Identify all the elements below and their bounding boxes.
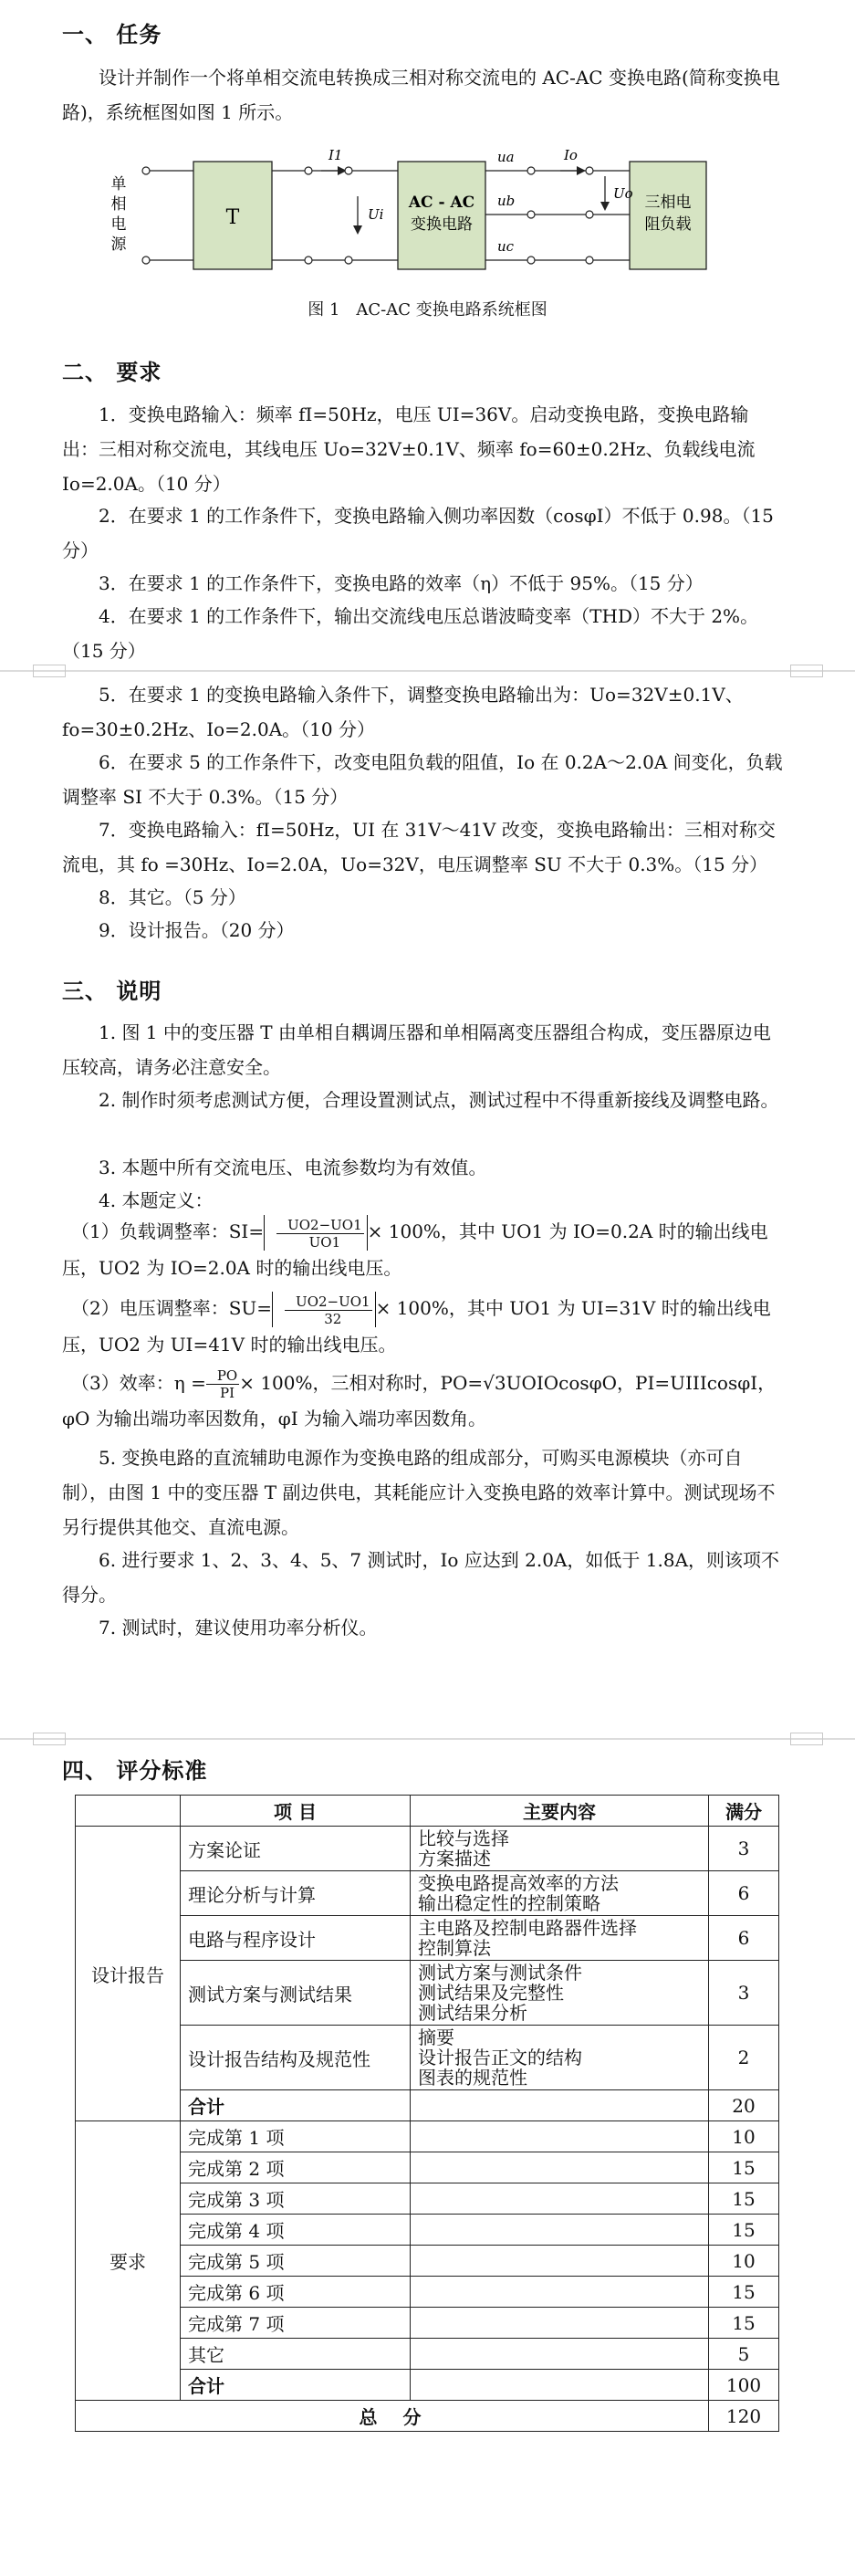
- requirement-item-6: 6．在要求 5 的工作条件下，改变电阻负载的阻值，Io 在 0.2A～2.0A 间变化，负载调整率 SI 不大于 0.3%。（15 分）: [62, 751, 783, 808]
- def3-denominator: PI: [220, 1385, 235, 1401]
- io-label: Io: [564, 147, 578, 163]
- row-item: 其它: [181, 2339, 411, 2370]
- page-corner-mark: [790, 665, 823, 677]
- definition-load-regulation: [62, 1214, 783, 1285]
- source-label-2: 相: [110, 195, 127, 214]
- row-score: 15: [709, 2152, 779, 2183]
- grand-total-score: 120: [709, 2401, 779, 2432]
- row-score: 15: [709, 2215, 779, 2246]
- ub-label: ub: [497, 193, 516, 209]
- load-label-2: 阻负载: [644, 215, 692, 234]
- table-row: [76, 2339, 779, 2370]
- def1-abs: [264, 1215, 368, 1251]
- def3-fraction: [206, 1367, 239, 1401]
- row-content: 测试方案与测试条件 测试结果及完整性 测试结果分析: [411, 1961, 709, 2026]
- report-total-empty: [411, 2090, 709, 2121]
- row-content: 摘要 设计报告正文的结构 图表的规范性: [411, 2026, 709, 2090]
- def2-fraction: [285, 1293, 372, 1327]
- page-corner-mark: [790, 1733, 823, 1745]
- req-total-score: 100: [709, 2370, 779, 2401]
- source-label-3: 电: [110, 215, 127, 234]
- section-title-notes: 三、 说明: [62, 978, 162, 1004]
- row-score: 15: [709, 2277, 779, 2308]
- row-score: 3: [709, 1961, 779, 2026]
- row-content: [411, 2277, 709, 2308]
- row-content: [411, 2152, 709, 2183]
- row-score: 2: [709, 2026, 779, 2090]
- def2-numerator: UO2−UO1: [285, 1293, 372, 1311]
- grading-table: [75, 1795, 779, 2432]
- section-title-requirements: 二、 要求: [62, 359, 162, 385]
- table-row: [76, 1871, 779, 1916]
- def2-abs: [272, 1292, 376, 1327]
- source-label-4: 源: [110, 236, 127, 254]
- table-row: [76, 2026, 779, 2090]
- row-content: [411, 2183, 709, 2215]
- requirement-item-2: 2．在要求 1 的工作条件下，变换电路输入侧功率因数（cosφI）不低于 0.98。（15 分）: [62, 505, 774, 561]
- page-break: [0, 1738, 855, 1740]
- header-content: 主要内容: [411, 1796, 709, 1827]
- note-item-3: 3. 本题中所有交流电压、电流参数均为有效值。: [99, 1157, 487, 1178]
- requirement-item-5: 5．在要求 1 的变换电路输入条件下，调整变换电路输出为：Uo=32V±0.1V、fo=30±0.2Hz、Io=2.0A。（10 分）: [62, 684, 744, 740]
- row-score: 6: [709, 1871, 779, 1916]
- row-item: 完成第 2 项: [181, 2152, 411, 2183]
- row-content: 主电路及控制电路器件选择 控制算法: [411, 1916, 709, 1961]
- req-total-empty: [411, 2370, 709, 2401]
- converter-label-1: AC - AC: [408, 194, 475, 212]
- row-content: [411, 2121, 709, 2152]
- table-row: [76, 2090, 779, 2121]
- row-item: 理论分析与计算: [181, 1871, 411, 1916]
- row-item: 电路与程序设计: [181, 1916, 411, 1961]
- definition-voltage-regulation: [62, 1291, 783, 1362]
- note-item-1: 1. 图 1 中的变压器 T 由单相自耦调压器和单相隔离变压器组合构成，变压器原边电压较高，请务必注意安全。: [62, 1021, 771, 1078]
- i1-label: I1: [328, 147, 343, 163]
- header-item: 项 目: [181, 1796, 411, 1827]
- row-content: [411, 2308, 709, 2339]
- system-block-diagram: [0, 132, 855, 297]
- req-total-label: 合计: [181, 2370, 411, 2401]
- def2-denominator: 32: [324, 1311, 342, 1327]
- figure-caption: 图 1 AC-AC 变换电路系统框图: [308, 300, 547, 319]
- page-corner-mark: [33, 665, 66, 677]
- requirement-item-8: 8．其它。（5 分）: [99, 886, 246, 908]
- source-label-1: 单: [110, 175, 127, 194]
- row-score: 6: [709, 1916, 779, 1961]
- page-break: [0, 670, 855, 672]
- row-content: [411, 2246, 709, 2277]
- group-requirements: 要求: [76, 2121, 181, 2401]
- row-score: 3: [709, 1827, 779, 1871]
- ua-label: ua: [497, 149, 515, 165]
- note-item-4: 4. 本题定义：: [99, 1189, 214, 1211]
- row-score: 10: [709, 2121, 779, 2152]
- load-label-1: 三相电: [644, 194, 692, 212]
- def1-prefix: （1）负载调整率：SI=: [71, 1220, 265, 1242]
- def1-numerator: UO2−UO1: [276, 1217, 364, 1234]
- requirement-item-9: 9．设计报告。（20 分）: [99, 919, 295, 941]
- report-total-score: 20: [709, 2090, 779, 2121]
- requirement-item-1: 1．变换电路输入：频率 fI=50Hz，电压 UI=36V。启动变换电路，变换电路输出：三相对称交流电，其线电压 Uo=32V±0.1V、频率 fo=60±0.2Hz、负载线电流 Io=2.0A。（10 分）: [62, 403, 756, 495]
- task-body: 设计并制作一个将单相交流电转换成三相对称交流电的 AC-AC 变换电路(简称变换电路)，系统框图如图 1 所示。: [62, 67, 780, 123]
- row-content: 变换电路提高效率的方法 输出稳定性的控制策略: [411, 1871, 709, 1916]
- table-row: [76, 2183, 779, 2215]
- requirement-item-4: 4．在要求 1 的工作条件下，输出交流线电压总谐波畸变率（THD）不大于 2%。（15 分）: [62, 605, 759, 662]
- note-item-2: 2. 制作时须考虑测试方便，合理设置测试点，测试过程中不得重新接线及调整电路。: [99, 1089, 779, 1111]
- table-row: [76, 1916, 779, 1961]
- table-row: [76, 2246, 779, 2277]
- row-content: [411, 2339, 709, 2370]
- row-item: 测试方案与测试结果: [181, 1961, 411, 2026]
- grand-total-row: [76, 2401, 779, 2432]
- note-item-6: 6. 进行要求 1、2、3、4、5、7 测试时，Io 应达到 2.0A，如低于 1.8A，则该项不得分。: [62, 1549, 780, 1606]
- row-item: 完成第 1 项: [181, 2121, 411, 2152]
- uo-label: Uo: [613, 185, 633, 202]
- note-item-7: 7. 测试时，建议使用功率分析仪。: [99, 1617, 378, 1639]
- def3-suffix: × 100%，三相对称时，PO=√3UOIOcosφO，PI=UIIIcosφI，φO 为输出端功率因数角，φI 为输入端功率因数角。: [62, 1372, 777, 1429]
- row-item: 设计报告结构及规范性: [181, 2026, 411, 2090]
- def2-prefix: （2）电压调整率：SU=: [71, 1297, 273, 1319]
- row-content: [411, 2215, 709, 2246]
- table-row: [76, 1961, 779, 2026]
- table-row: [76, 2277, 779, 2308]
- group-report: 设计报告: [76, 1827, 181, 2121]
- row-item: 方案论证: [181, 1827, 411, 1871]
- section-title-grading: 四、 评分标准: [62, 1757, 208, 1784]
- row-item: 完成第 7 项: [181, 2308, 411, 2339]
- row-item: 完成第 5 项: [181, 2246, 411, 2277]
- report-total-label: 合计: [181, 2090, 411, 2121]
- row-score: 15: [709, 2308, 779, 2339]
- note-item-5: 5. 变换电路的直流辅助电源作为变换电路的组成部分，可购买电源模块（亦可自制），由图 1 中的变压器 T 副边供电，其耗能应计入变换电路的效率计算中。测试现场不另行提供其他交、直流电源。: [62, 1447, 776, 1538]
- transformer-label: T: [225, 206, 240, 229]
- uc-label: uc: [497, 238, 515, 255]
- table-row: [76, 2121, 779, 2152]
- table-row: [76, 1827, 779, 1871]
- converter-label-2: 变换电路: [411, 215, 473, 234]
- table-row: [76, 2152, 779, 2183]
- section-title-task: 一、 任务: [62, 21, 162, 47]
- grand-total-label: 总 分: [76, 2401, 709, 2432]
- def3-prefix: （3）效率：η =: [71, 1372, 206, 1394]
- row-item: 完成第 6 项: [181, 2277, 411, 2308]
- row-content: 比较与选择 方案描述: [411, 1827, 709, 1871]
- table-row: [76, 2308, 779, 2339]
- row-score: 15: [709, 2183, 779, 2215]
- requirement-item-7: 7．变换电路输入：fI=50Hz，UI 在 31V～41V 改变，变换电路输出：三相对称交流电，其 fo =30Hz、Io=2.0A，Uo=32V，电压调整率 SU 不大于 0.3%。（15 分）: [62, 819, 776, 875]
- row-item: 完成第 4 项: [181, 2215, 411, 2246]
- row-score: 10: [709, 2246, 779, 2277]
- table-row: [76, 2215, 779, 2246]
- table-row: [76, 2370, 779, 2401]
- def3-numerator: PO: [206, 1367, 239, 1385]
- header-score: 满分: [709, 1796, 779, 1827]
- def1-denominator: UO1: [308, 1234, 341, 1251]
- row-item: 完成第 3 项: [181, 2183, 411, 2215]
- requirement-item-3: 3．在要求 1 的工作条件下，变换电路的效率（η）不低于 95%。（15 分）: [99, 572, 704, 594]
- table-header-row: [76, 1796, 779, 1827]
- def2-suffix: × 100%，其中 UO1 为 UI=31V 时的输出线电压，UO2 为 UI=41V 时的输出线电压。: [62, 1297, 771, 1356]
- definition-efficiency: [62, 1366, 783, 1436]
- row-score: 5: [709, 2339, 779, 2370]
- header-empty: [76, 1796, 181, 1827]
- def1-fraction: [276, 1217, 364, 1251]
- page-corner-mark: [33, 1733, 66, 1745]
- ui-label: Ui: [368, 206, 384, 223]
- def1-suffix: × 100%，其中 UO1 为 IO=0.2A 时的输出线电压，UO2 为 IO=2.0A 时的输出线电压。: [62, 1220, 768, 1279]
